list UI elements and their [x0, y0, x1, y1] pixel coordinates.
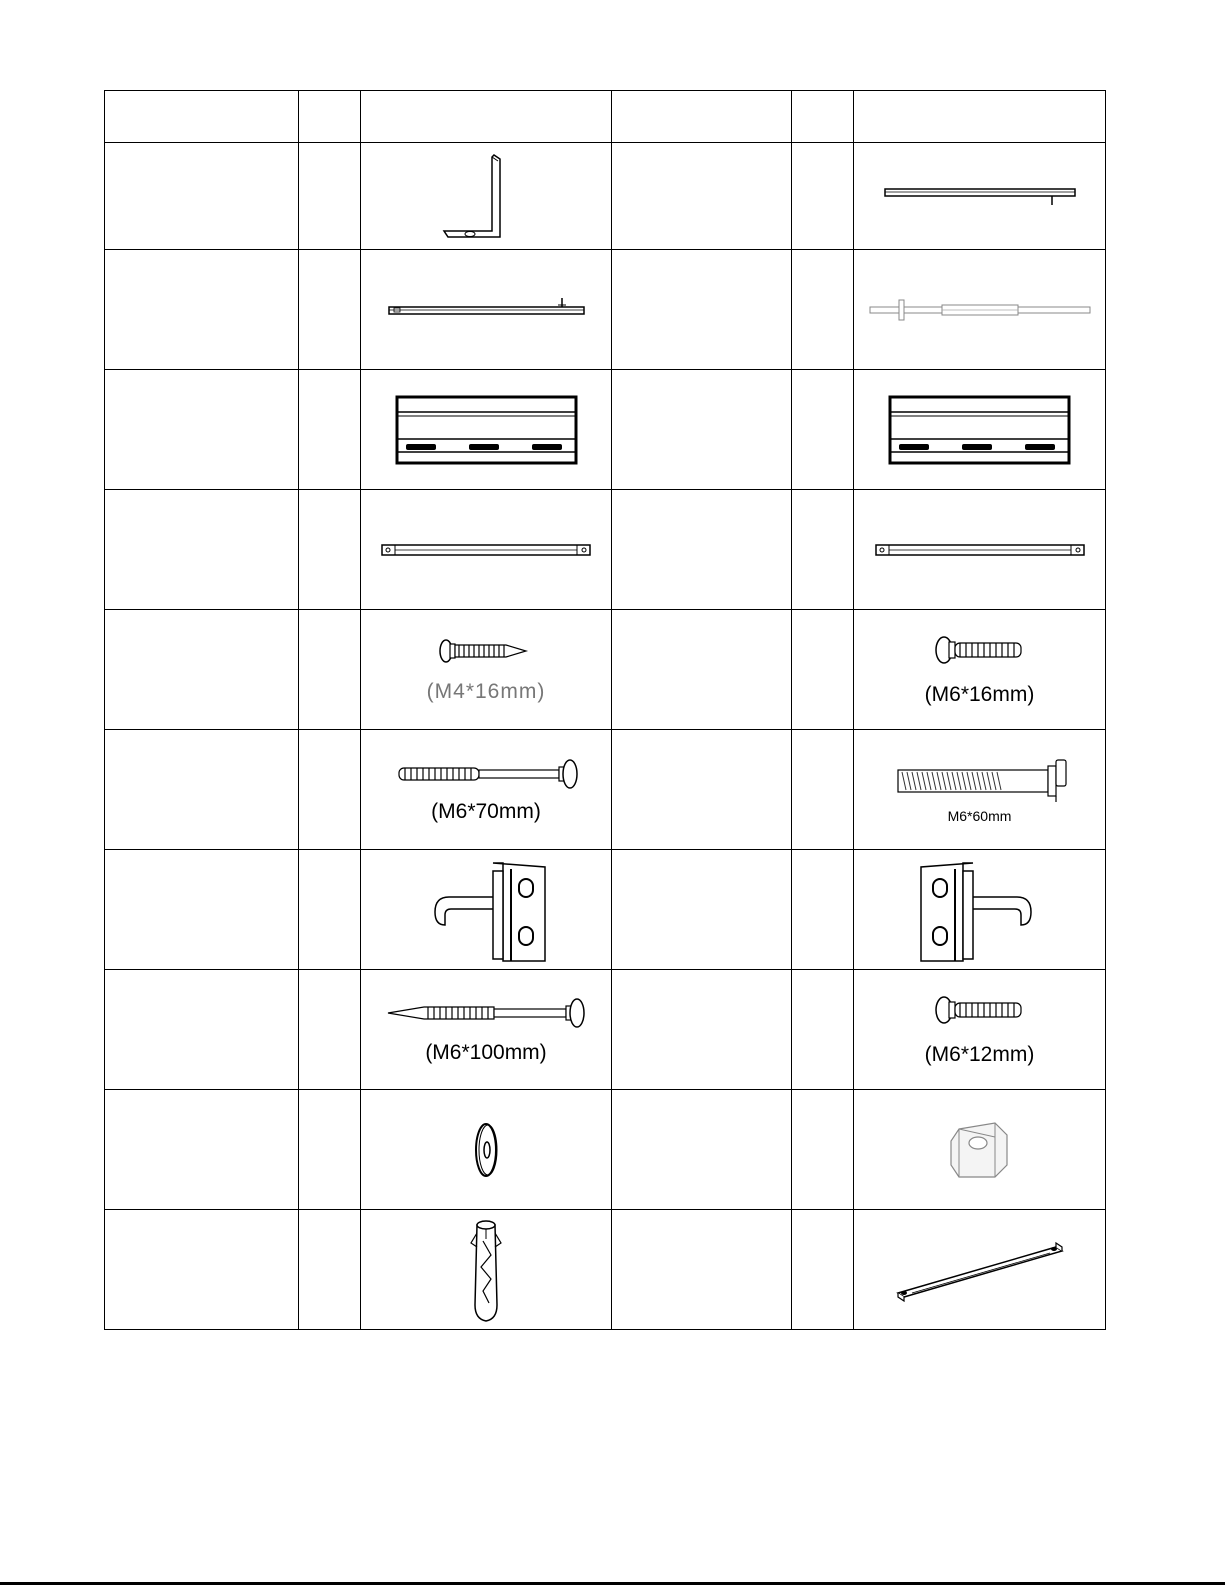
flat-bar-icon [379, 539, 593, 561]
wood-screw-icon [436, 636, 536, 666]
header-cell-name-1 [105, 91, 299, 143]
header-cell-qty-2 [792, 91, 854, 143]
table-row [105, 1090, 1106, 1210]
wall-rail-icon [394, 394, 579, 466]
strap-bar-icon [890, 1235, 1070, 1305]
table-row [105, 850, 1106, 970]
hanging-bracket-left-icon [421, 857, 551, 962]
size-label: (M6*16mm) [924, 682, 1035, 706]
parts-table [104, 90, 1106, 1330]
washer-icon [466, 1120, 506, 1180]
connector-rod-icon [867, 295, 1092, 325]
hanging-bracket-right-icon [915, 857, 1045, 962]
wall-rail-icon [887, 394, 1072, 466]
size-label: (M6*100mm) [425, 1040, 547, 1064]
size-label: (M6*70mm) [431, 799, 541, 823]
header-cell-name-2 [612, 91, 792, 143]
table-row [105, 490, 1106, 610]
header-row [105, 91, 1106, 143]
table-row [105, 143, 1106, 250]
table-row [105, 730, 1106, 850]
long-bolt-icon [391, 756, 581, 792]
header-cell-qty-1 [299, 91, 361, 143]
size-label: (M6*12mm) [924, 1042, 1035, 1066]
table-row [105, 370, 1106, 490]
flat-rail-with-pin-icon [384, 295, 589, 325]
size-label: (M4*16mm) [426, 679, 546, 703]
table-row [105, 610, 1106, 730]
table-row [105, 1210, 1106, 1330]
header-cell-image-2 [854, 91, 1106, 143]
header-cell-image-1 [361, 91, 612, 143]
machine-screw-icon [932, 993, 1027, 1027]
table-row [105, 970, 1106, 1090]
flat-bar-icon [873, 539, 1087, 561]
hex-nut-icon [945, 1115, 1015, 1185]
l-bracket-icon [436, 149, 536, 244]
flat-rail-with-pin-icon [880, 181, 1080, 211]
machine-screw-icon [932, 633, 1027, 667]
size-label: M6*60mm [947, 807, 1012, 824]
long-wood-screw-icon [384, 995, 589, 1031]
wall-anchor-icon [463, 1215, 509, 1325]
barrel-nut-bolt-icon [880, 756, 1080, 806]
table-row [105, 250, 1106, 370]
